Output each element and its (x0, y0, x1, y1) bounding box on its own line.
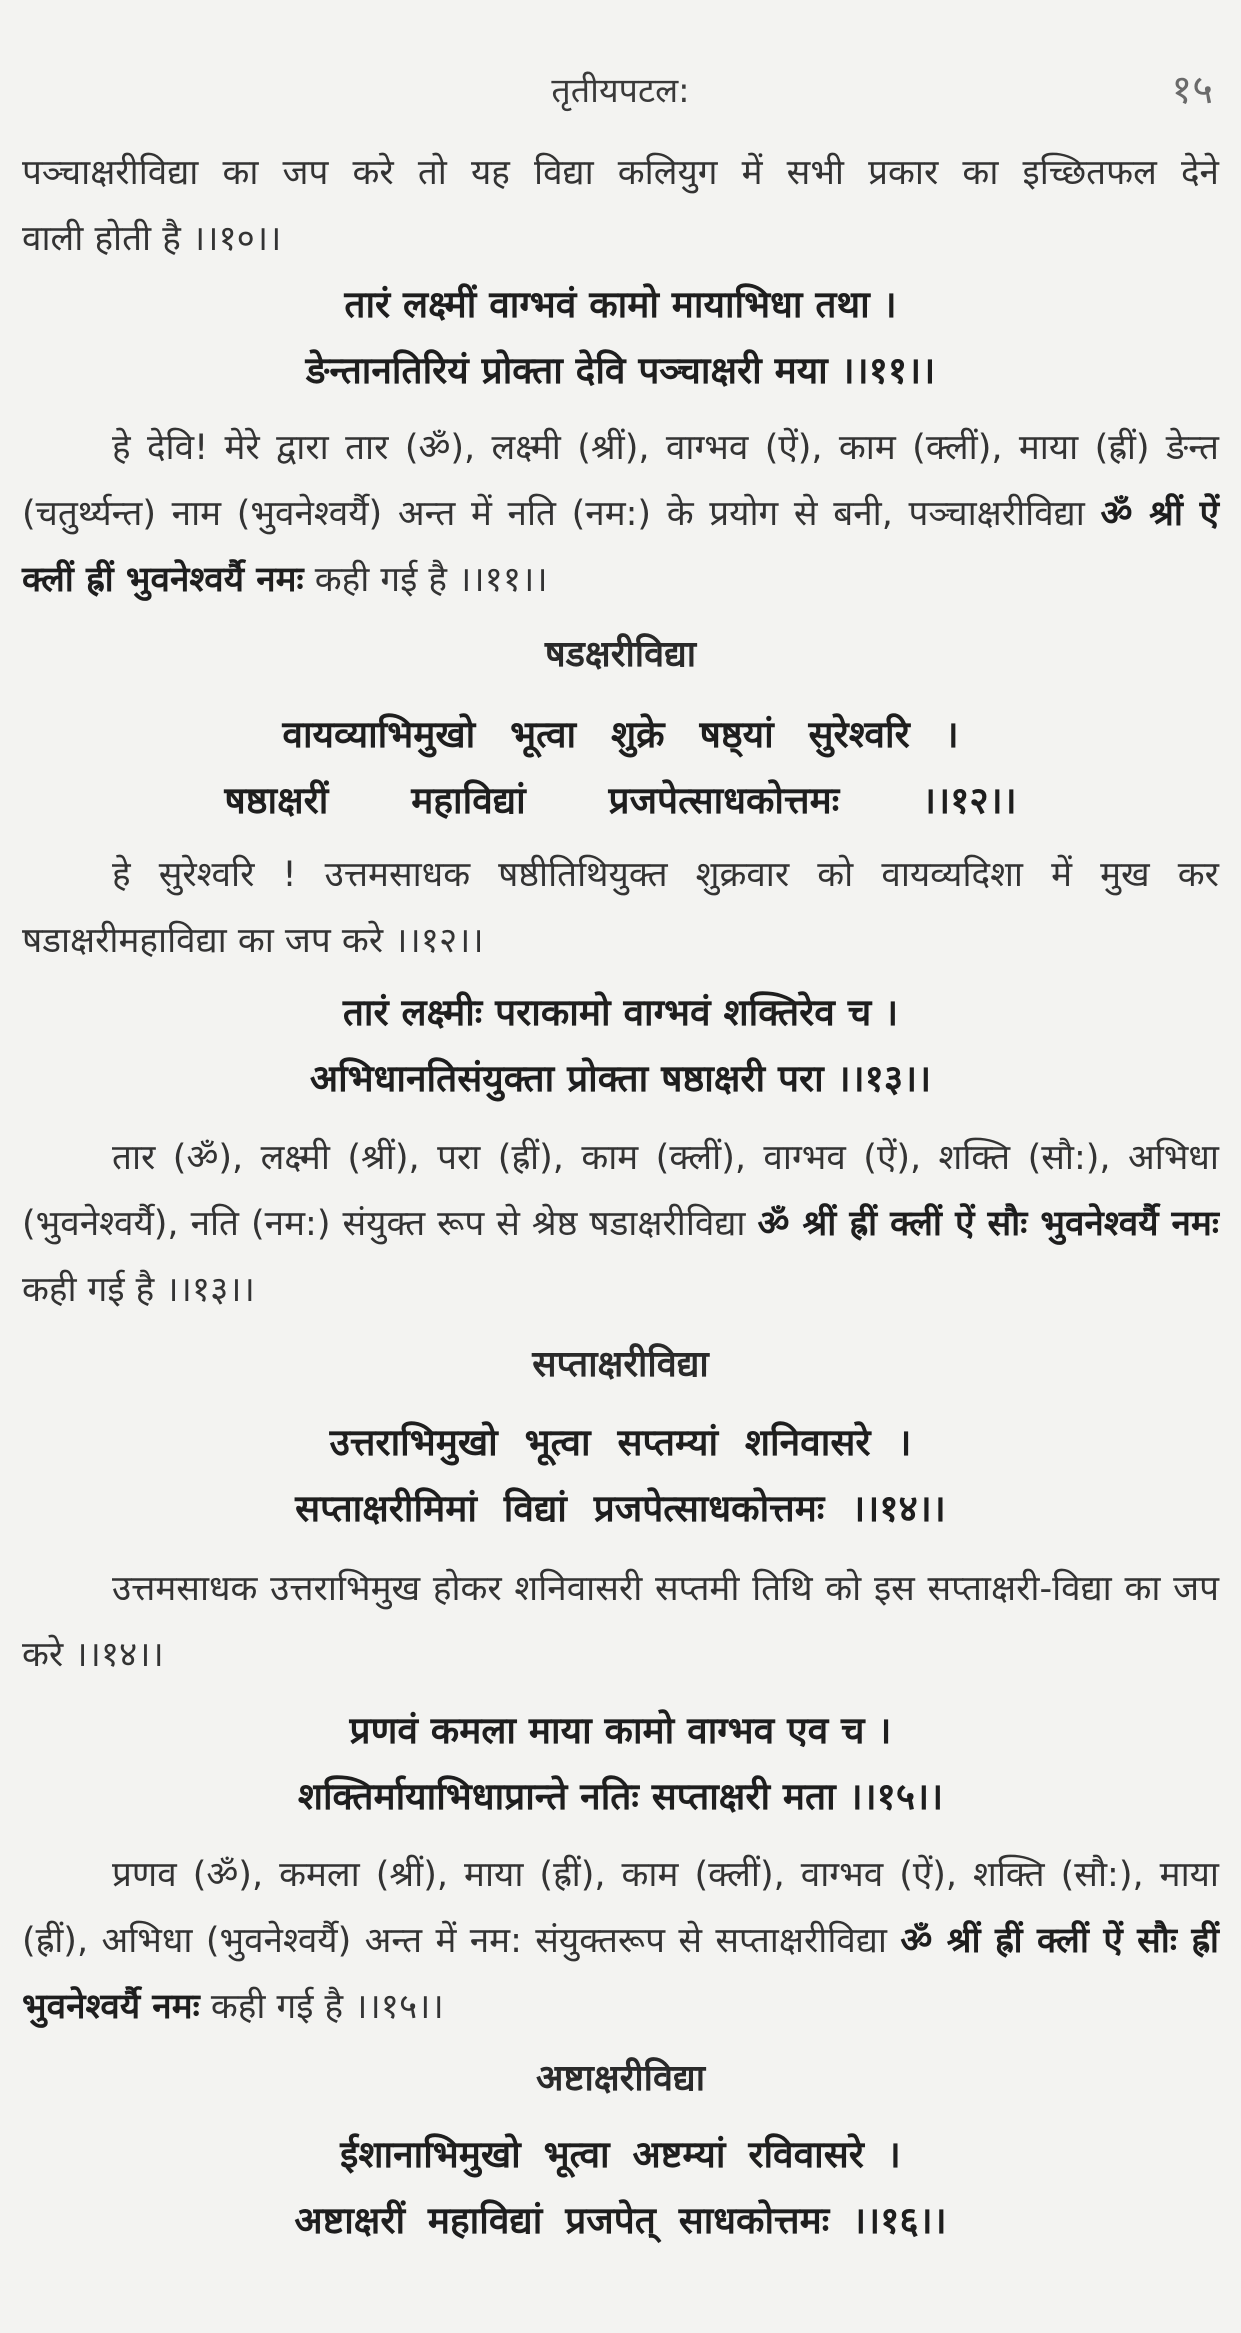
verse-11-line-2: ङेन्तानतिरियं प्रोक्ता देवि पञ्चाक्षरी मया ।।११।। (305, 349, 936, 392)
heading-saptakshari: सप्ताक्षरीविद्या (532, 1344, 709, 1385)
commentary-15-text-a: प्रणव (ॐ), कमला (श्रीं), माया (ह्रीं), काम (क्लीं), वाग्भव (ऐं), शक्ति (सौ:), माया (ह्रीं), अभिधा (भुवनेश्वर्यै) अन्त में नम: संयुक्तरूप से सप्ताक्षरीविद्या (22, 1855, 1219, 1961)
verse-12-line-1: वायव्याभिमुखो भूत्वा शुक्रे षष्ठ्यां सुरेश्वरि । (282, 713, 959, 756)
commentary-10-line-2: वाली होती है ।।१०।। (22, 219, 282, 259)
mantra-seven-syllable: ॐ श्रीं ह्रीं क्लीं ऐं सौः ह्रीं भुवनेश्वर्यै नमः (22, 1921, 1219, 2027)
verse-13-line-2: अभिधानतिसंयुक्ता प्रोक्ता षष्ठाक्षरी परा ।।१३।। (309, 1057, 932, 1100)
commentary-14-text: उत्तमसाधक उत्तराभिमुख होकर शनिवासरी सप्तमी तिथि को इस सप्ताक्षरी-विद्या का जप करे ।।१४।। (22, 1569, 1219, 1675)
commentary-12 (0, 842, 1241, 974)
commentary-13-text (0, 1125, 1241, 1323)
verse-12-line-2: षष्ठाक्षरीं महाविद्यां प्रजपेत्साधकोत्तमः ।।१२।। (224, 779, 1017, 822)
page-number: १५ (1171, 67, 1213, 113)
verse-11-line-1: तारं लक्ष्मीं वाग्भवं कामो मायाभिधा तथा । (344, 283, 897, 326)
commentary-15-text (0, 1842, 1241, 2040)
commentary-13 (0, 1125, 1241, 1323)
commentary-11-text-b: कही गई है ।।११।। (303, 560, 548, 600)
verse-16 (0, 2122, 1241, 2254)
mantra-five-syllable: ॐ श्रीं ऐं क्लीं ह्रीं भुवनेश्वर्यै नमः (22, 494, 1219, 600)
verse-14-line-1: उत्तराभिमुखो भूत्वा सप्तम्यां शनिवासरे । (329, 1421, 912, 1464)
verse-15-line-1: प्रणवं कमला माया कामो वाग्भव एव च । (349, 1709, 892, 1752)
commentary-11-text (0, 415, 1241, 613)
page-header (0, 66, 1241, 126)
verse-13 (0, 980, 1241, 1112)
running-title: तृतीयपटल: (551, 71, 690, 111)
commentary-10 (0, 140, 1241, 272)
verse-13-line-1: तारं लक्ष्मीः पराकामो वाग्भवं शक्तिरेव च । (342, 991, 899, 1034)
commentary-14 (0, 1556, 1241, 1688)
verse-16-line-1: ईशानाभिमुखो भूत्वा अष्टम्यां रविवासरे । (340, 2133, 901, 2176)
commentary-15 (0, 1842, 1241, 2040)
verse-15 (0, 1698, 1241, 1830)
commentary-12-text: हे सुरेश्वरि ! उत्तमसाधक षष्ठीतिथियुक्त शुक्रवार को वायव्यदिशा में मुख कर षडाक्षरीमहाविद्या का जप करे ।।१२।। (22, 855, 1219, 961)
commentary-10-line-1: पञ्चाक्षरीविद्या का जप करे तो यह विद्या कलियुग में सभी प्रकार का इच्छितफल देने (22, 153, 1219, 193)
heading-shadakshari: षडक्षरीविद्या (544, 634, 697, 675)
commentary-11 (0, 415, 1241, 613)
verse-11 (0, 272, 1241, 404)
verse-16-line-2: अष्टाक्षरीं महाविद्यां प्रजपेत् साधकोत्तमः ।।१६।। (294, 2199, 947, 2242)
verse-14-line-2: सप्ताक्षरीमिमां विद्यां प्रजपेत्साधकोत्तमः ।।१४।। (295, 1487, 946, 1530)
heading-ashtakshari: अष्टाक्षरीविद्या (535, 2058, 706, 2099)
commentary-11-text-a: हे देवि! मेरे द्वारा तार (ॐ), लक्ष्मी (श्रीं), वाग्भव (ऐं), काम (क्लीं), माया (ह्रीं) ङेन्त (चतुर्थ्यन्त) नाम (भुवनेश्वर्यै) अन्त में नति (नम:) के प्रयोग से बनी, पञ्चाक्षरीविद्या (22, 428, 1219, 534)
verse-15-line-2: शक्तिर्मायाभिधाप्रान्ते नतिः सप्ताक्षरी मता ।।१५।। (297, 1775, 944, 1818)
verse-14 (0, 1410, 1241, 1542)
commentary-13-text-a: तार (ॐ), लक्ष्मी (श्रीं), परा (ह्रीं), काम (क्लीं), वाग्भव (ऐं), शक्ति (सौ:), अभिधा (भुवनेश्वर्यै), नति (नम:) संयुक्त रूप से श्रेष्ठ षडाक्षरीविद्या (22, 1138, 1219, 1244)
commentary-15-text-b: कही गई है ।।१५।। (199, 1987, 444, 2027)
commentary-13-text-b: कही गई है ।।१३।। (22, 1270, 255, 1310)
verse-12 (0, 702, 1241, 834)
mantra-six-syllable: ॐ श्रीं ह्रीं क्लीं ऐं सौः भुवनेश्वर्यै नमः (757, 1204, 1219, 1244)
